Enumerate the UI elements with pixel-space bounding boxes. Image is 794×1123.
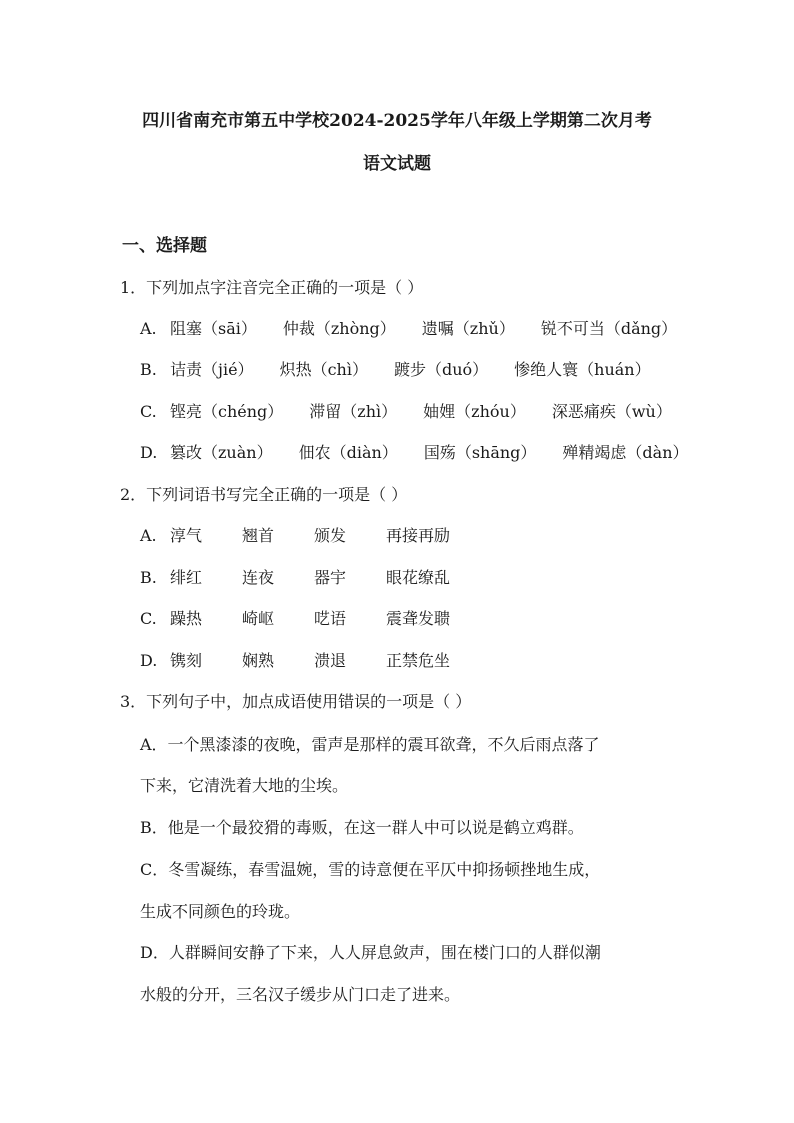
- option-word: 篡改（zuàn）: [170, 443, 273, 462]
- option-word: 铿亮（chéng）: [170, 402, 284, 421]
- question-3-option-c-line1: C．冬雪凝练，春雪温婉，雪的诗意便在平仄中抑扬顿挫地生成，: [140, 860, 601, 879]
- option-word: 阻塞（sāi）: [170, 319, 257, 338]
- page-title-line2: 语文试题: [363, 154, 431, 174]
- option-letter: C.: [140, 402, 157, 421]
- option-word: 惨绝人寰（huán）: [514, 360, 651, 379]
- option-word: 踱步（duó）: [393, 360, 489, 379]
- option-word: 淳气: [170, 526, 203, 545]
- option-letter: D.: [140, 443, 158, 462]
- option-word: 妯娌（zhóu）: [423, 402, 526, 421]
- question-3-option-c-line2: 生成不同颜色的玲珑。: [140, 902, 301, 921]
- option-word: 崎岖: [242, 609, 275, 628]
- option-word: 颁发: [314, 526, 347, 545]
- option-letter: A.: [140, 319, 157, 338]
- question-1-option-a: [140, 316, 677, 339]
- option-word: 娴熟: [242, 651, 275, 670]
- question-3-stem: 3．下列句子中，加点成语使用错误的一项是（ ）: [120, 692, 472, 711]
- option-word: 眼花缭乱: [386, 568, 451, 587]
- option-word: 殚精竭虑（dàn）: [562, 443, 689, 462]
- question-3-option-b-line1: B．他是一个最狡猾的毒贩，在这一群人中可以说是鹤立鸡群。: [140, 818, 584, 837]
- option-letter: B.: [140, 360, 157, 379]
- question-1-option-d: [140, 440, 689, 463]
- option-word: 国殇（shāng）: [423, 443, 537, 462]
- option-word: 溃退: [314, 651, 347, 670]
- question-1-option-c: [140, 399, 672, 422]
- option-word: 炽热（chì）: [279, 360, 368, 379]
- option-word: 深恶痛疾（wù）: [551, 402, 672, 421]
- option-word: 锐不可当（dǎng）: [540, 319, 678, 338]
- option-word: 正禁危坐: [386, 651, 451, 670]
- option-word: 器宇: [314, 568, 347, 587]
- option-word: 仲裁（zhòng）: [282, 319, 396, 338]
- option-letter: C.: [140, 609, 157, 628]
- option-letter: D.: [140, 651, 158, 670]
- option-word: 诘责（jié）: [170, 360, 254, 379]
- option-word: 遗嘱（zhǔ）: [421, 319, 515, 338]
- question-3-option-a-line2: 下来，它清洗着大地的尘埃。: [140, 776, 349, 795]
- question-3-option-d-line1: D．人群瞬间安静了下来，人人屏息敛声，围在楼门口的人群似潮: [140, 943, 601, 962]
- question-2-option-b: [140, 565, 458, 588]
- option-word: 镌刻: [170, 651, 203, 670]
- option-word: 连夜: [242, 568, 275, 587]
- option-word: 躁热: [170, 609, 203, 628]
- option-word: 滞留（zhì）: [309, 402, 398, 421]
- option-word: 佃农（diàn）: [298, 443, 398, 462]
- option-word: 震聋发聩: [386, 609, 451, 628]
- page-title-line1: 四川省南充市第五中学校2024-2025学年八年级上学期第二次月考: [142, 111, 652, 131]
- option-word: 再接再励: [386, 526, 451, 545]
- option-letter: B.: [140, 568, 157, 587]
- question-1-stem: 1．下列加点字注音完全正确的一项是（ ）: [120, 278, 424, 297]
- question-2-stem: 2．下列词语书写完全正确的一项是（ ）: [120, 485, 408, 504]
- option-word: 呓语: [314, 609, 347, 628]
- question-2-option-c: [140, 606, 458, 629]
- question-2-option-a: [140, 523, 458, 546]
- question-1-option-b: [140, 357, 651, 380]
- question-2-option-d: [140, 648, 458, 671]
- option-letter: A.: [140, 526, 157, 545]
- question-3-option-a-line1: A．一个黑漆漆的夜晚，雷声是那样的震耳欲聋，不久后雨点落了: [140, 735, 600, 754]
- option-word: 翘首: [242, 526, 275, 545]
- section-heading: 一、选择题: [122, 236, 207, 256]
- question-3-option-d-line2: 水般的分开，三名汉子缓步从门口走了进来。: [140, 985, 461, 1004]
- option-word: 绯红: [170, 568, 203, 587]
